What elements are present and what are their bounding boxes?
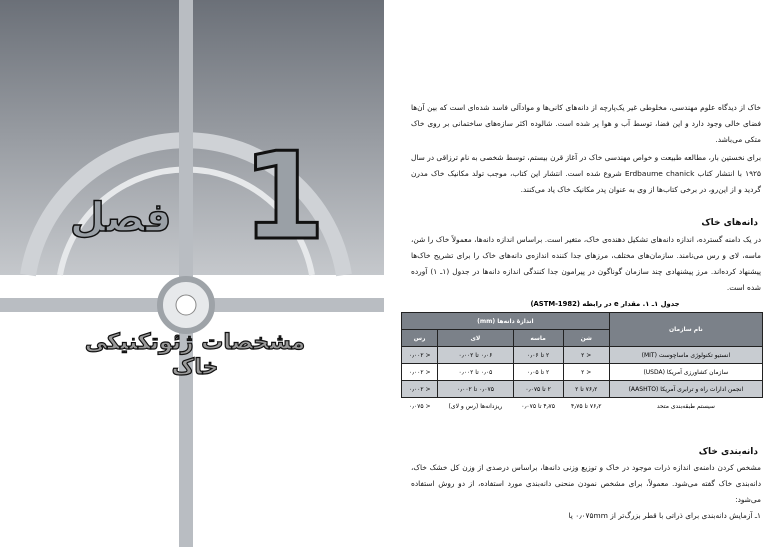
chapter-word: فصل (70, 195, 172, 241)
header-clay: رس (402, 330, 438, 347)
cell-gravel: < ۲ (563, 347, 609, 364)
cell-sand: ۲ تا ۰٫۰۵ (513, 364, 563, 381)
cell-sand: ۴٫۷۵ تا ۰٫۰۷۵ (521, 402, 556, 410)
intro-paragraph-1: خاک از دیدگاه علوم مهندسی، مخلوطی غیر یک‌پارچه از دانه‌های کانی‌ها و موادآلی فاسد شده‌ای است که بین آن‌ها فضای خالی وجود دارد و این فضا، توسط آب و هوا پر شده است. شالوده اکثر سازه‌های ساختمانی بر روی خاک متکی می‌باشد. (411, 103, 761, 144)
right-page (385, 0, 768, 547)
cell-org: سیستم طبقه‌بندی متحد (656, 402, 715, 410)
cell-silt: ۰٫۰۶ تا ۰٫۰۰۲ (438, 347, 513, 364)
cell-silt: ۰٫۰۷۵ تا ۰٫۰۰۲ (438, 381, 513, 398)
table-row (402, 364, 763, 381)
chapter-title: مشخصات ژئوتکنیکی خاک (84, 330, 306, 380)
cell-clay: < ۰٫۰۷۵ (408, 402, 431, 410)
cell-sand: ۲ تا ۰٫۰۷۵ (513, 381, 563, 398)
table-caption: جدول ۱ـ ۱. مقدار e در رابطه (ASTM-1982) (530, 300, 680, 308)
list-item-1: ۱ـ آزمایش دانه‌بندی برای ذراتی با قطر بزرگ‌تر از ۰٫۰۷۵mm یا (568, 511, 761, 520)
header-sizes: اندازهٔ دانه‌ها (mm) (402, 313, 610, 330)
cell-clay: < ۰٫۰۰۲ (402, 381, 438, 398)
table-row (402, 398, 763, 415)
grain-size-table (401, 312, 763, 414)
center-dot (176, 295, 196, 315)
header-sand: ماسه (513, 330, 563, 347)
section-heading-gradation: دانه‌بندی خاک (698, 447, 758, 457)
header-silt: لای (438, 330, 513, 347)
soil-grains-paragraph: در یک دامنه گسترده، اندازه دانه‌های تشکیل دهنده‌ی خاک، متغیر است. براساس اندازه دانه‌ها، معمولاً خاک را شن، ماسه، لای و رس می‌نامند. سازمان‌های مختلف، مرزهای جدا کننده اندازه‌ی دانه‌های خاک را برای تشریح خاک‌ها پیشنهاد کرده‌اند. مرز پیشنهادی چند سازمان گوناگون در پیرامون جدا کنندگی اندازه دانه‌ها در جدول (۱ـ ۱) آورده شده است. (411, 235, 761, 292)
header-org: نام سازمان (609, 313, 762, 347)
gradation-paragraph: مشخص کردن دامنه‌ی اندازه ذرات موجود در خاک و توزیع وزنی دانه‌ها، براساس درصدی از وزن کل خشک خاک، دانه‌بندی خاک گفته می‌شود. معمولاً، برای مشخص نمودن منحنی دانه‌بندی مورد استفاده، از دو روش استفاده می‌شود: (411, 463, 761, 504)
cell-org: انستیو تکنولوژی ماساچوست (MIT) (609, 347, 762, 364)
section-heading-soil-grains: دانه‌های خاک (701, 218, 758, 228)
chapter-number: 1 (242, 128, 326, 267)
cell-org: سازمان کشاورزی آمریکا (USDA) (609, 364, 762, 381)
cell-gravel: < ۲ (563, 364, 609, 381)
cell-silt: ۰٫۰۵ تا ۰٫۰۰۲ (438, 364, 513, 381)
cell-clay: < ۰٫۰۰۲ (402, 347, 438, 364)
intro-paragraph-2: برای نخستین بار، مطالعه طبیعت و خواص مهندسی خاک در آغاز قرن بیستم، توسط شخصی به نام ترزاقی در سال ۱۹۲۵ با انتشار کتاب Erdbaume chanick شروع شده است. انتشار این کتاب، موجب تولد مکانیک خاک مدرن گردید و از این‌رو، در برخی کتاب‌ها از وی به عنوان پدر مکانیک خاک یاد می‌کنند. (411, 153, 761, 194)
cell-sand: ۲ تا ۰٫۰۶ (513, 347, 563, 364)
header-gravel: شن (563, 330, 609, 347)
cell-gravel: ۷۶٫۲ تا ۲ (563, 381, 609, 398)
cell-gravel: ۷۶٫۲ تا ۴٫۷۵ (570, 402, 602, 410)
cell-clay: < ۰٫۰۰۲ (402, 364, 438, 381)
cell-org: انجمن ادارات راه و ترابری آمریکا (AASHTO) (609, 381, 762, 398)
table-row (402, 347, 763, 364)
table-row (402, 381, 763, 398)
cell-silt: ریزدانه‌ها (رس و لای) (448, 402, 503, 410)
